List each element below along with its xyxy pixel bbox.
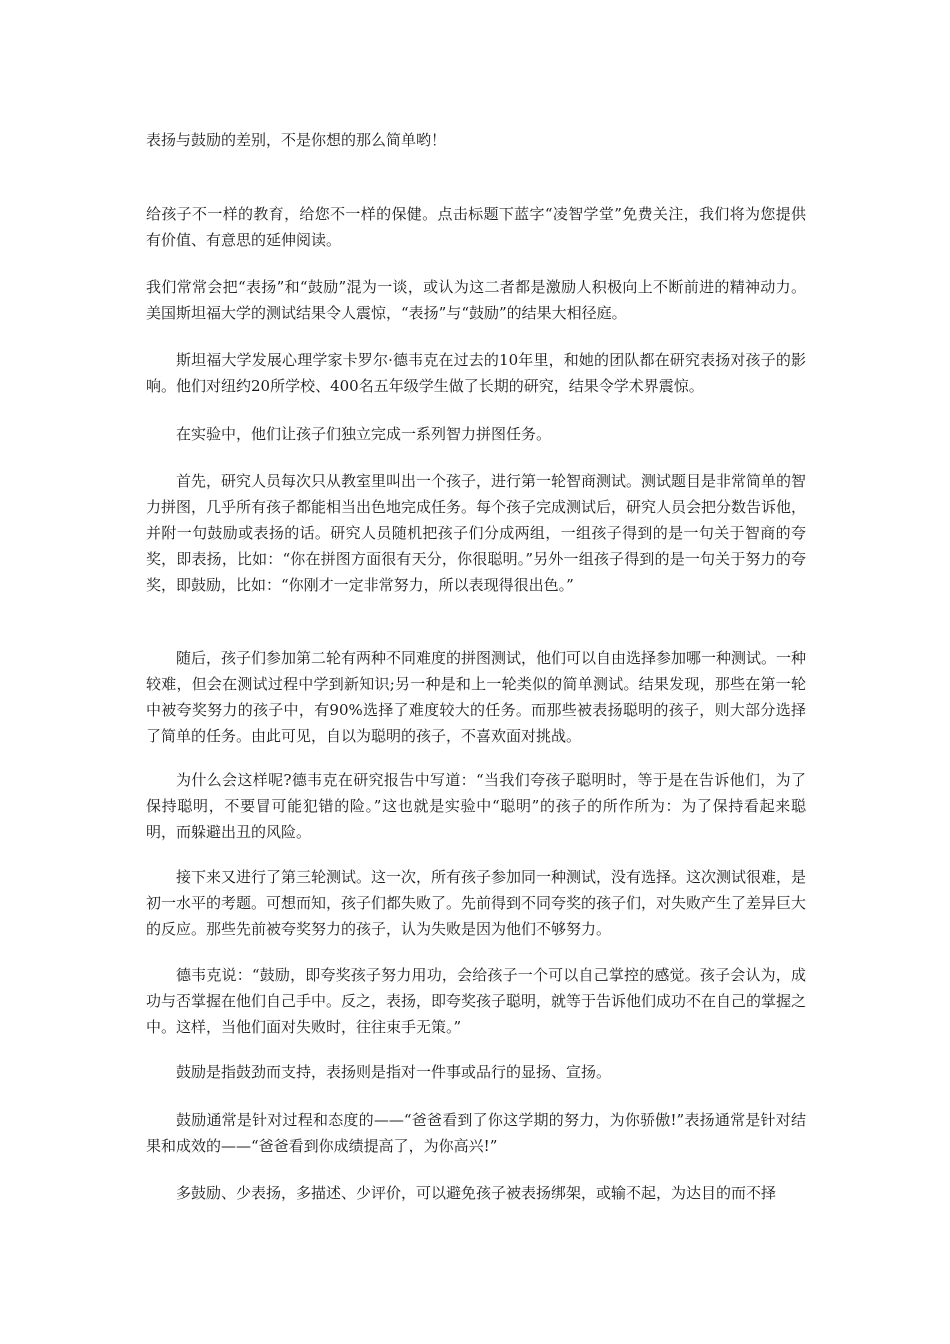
paragraph-experiment: 在实验中，他们让孩子们独立完成一系列智力拼图任务。 <box>176 425 552 443</box>
paragraph-intro: 给孩子不一样的教育，给您不一样的保健。点击标题下蓝字“凌智学堂”免费关注，我们将为您提供有价值、有意思的延伸阅读。 <box>146 205 806 249</box>
paragraph-process-vs-result: 鼓励通常是针对过程和态度的——“爸爸看到了你这学期的努力，为你骄傲!”表扬通常是针对结果和成效的——“爸爸看到你成绩提高了，为你高兴!” <box>146 1111 806 1155</box>
paragraph-overview: 我们常常会把“表扬”和“鼓励”混为一谈，或认为这二者都是激励人积极向上不断前进的精神动力。美国斯坦福大学的测试结果令人震惊，“表扬”与“鼓励”的结果大相径庭。 <box>146 278 806 322</box>
paragraph-dweck-quote: 德韦克说：“鼓励，即夸奖孩子努力用功，会给孩子一个可以自己掌控的感觉。孩子会认为，成功与否掌握在他们自己手中。反之，表扬，即夸奖孩子聪明，就等于告诉他们成功不在自己的掌握之中。这样，当他们面对失败时，往往束手无策。” <box>146 966 807 1036</box>
paragraph-stanford: 斯坦福大学发展心理学家卡罗尔·德韦克在过去的10年里，和她的团队都在研究表扬对孩子的影响。他们对纽约20所学校、400名五年级学生做了长期的研究，结果令学术界震惊。 <box>146 351 806 395</box>
paragraph-advice: 多鼓励、少表扬，多描述、少评价，可以避免孩子被表扬绑架，或输不起，为达目的而不择 <box>176 1184 777 1202</box>
document-title: 表扬与鼓励的差别，不是你想的那么简单哟！ <box>146 131 447 149</box>
paragraph-round-two: 随后，孩子们参加第二轮有两种不同难度的拼图测试，他们可以自由选择参加哪一种测试。一种较难，但会在测试过程中学到新知识;另一种是和上一轮类似的简单测试。结果发现，那些在第一轮中被夸奖努力的孩子中，有90%选择了难度较大的任务。而那些被表扬聪明的孩子，则大部分选择了简单的任务。由此可见，自以为聪明的孩子，不喜欢面对挑战。 <box>146 649 807 745</box>
paragraph-why: 为什么会这样呢?德韦克在研究报告中写道：“当我们夸孩子聪明时，等于是在告诉他们，为了保持聪明，不要冒可能犯错的险。”这也就是实验中“聪明”的孩子的所作所为：为了保持看起来聪明，而躲避出丑的风险。 <box>146 771 806 841</box>
paragraph-round-three: 接下来又进行了第三轮测试。这一次，所有孩子参加同一种测试，没有选择。这次测试很难，是初一水平的考题。可想而知，孩子们都失败了。先前得到不同夸奖的孩子们，对失败产生了差异巨大的反应。那些先前被夸奖努力的孩子，认为失败是因为他们不够努力。 <box>146 868 807 938</box>
paragraph-round-one: 首先，研究人员每次只从教室里叫出一个孩子，进行第一轮智商测试。测试题目是非常简单的智力拼图，几乎所有孩子都能相当出色地完成任务。每个孩子完成测试后，研究人员会把分数告诉他，并附一句鼓励或表扬的话。研究人员随机把孩子们分成两组，一组孩子得到的是一句关于智商的夸奖，即表扬，比如：“你在拼图方面很有天分，你很聪明。”另外一组孩子得到的是一句关于努力的夸奖，即鼓励，比如：“你刚才一定非常努力，所以表现得很出色。” <box>146 472 807 594</box>
paragraph-definition: 鼓励是指鼓劲而支持，表扬则是指对一件事或品行的显扬、宣扬。 <box>176 1063 612 1081</box>
